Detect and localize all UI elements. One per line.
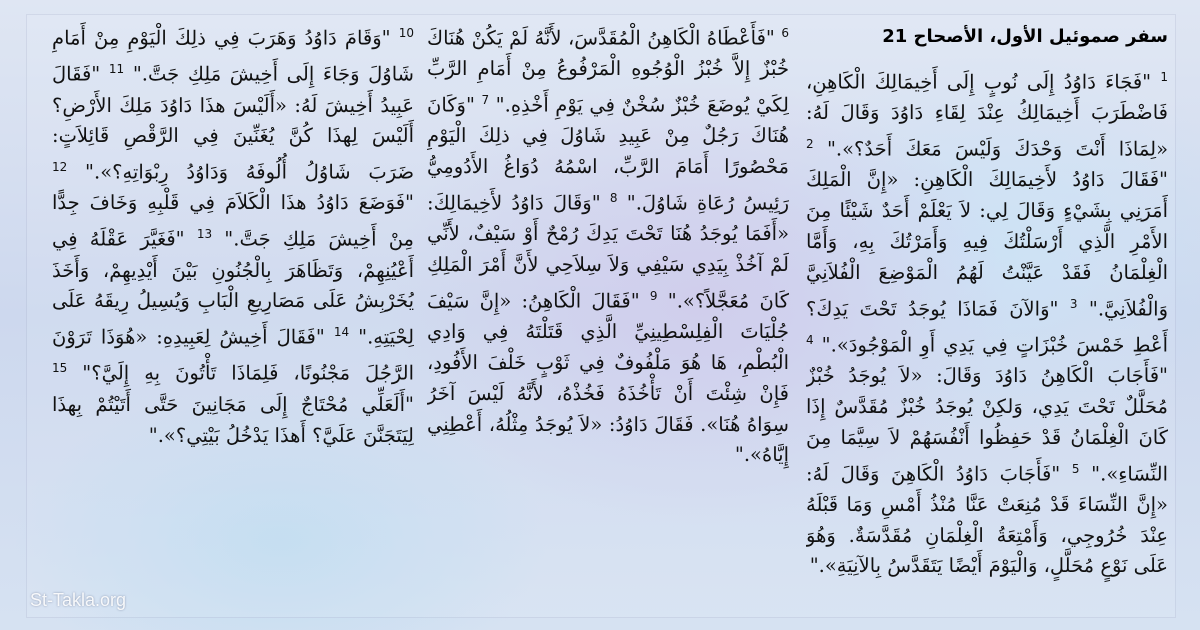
verse-number: 8 <box>609 190 618 205</box>
verse-number: 13 <box>196 227 213 242</box>
verse-text: "فَجَاءَ دَاوُدُ إِلَى نُوبٍ إِلَى أَخِيمَالِكَ الْكَاهِنِ، فَاضْطَرَبَ أَخِيمَالِكُ عِنْدَ لِقَاءِ دَاوُدَ وَقَالَ لَهُ: «لِمَاذَا أَنْتَ وَحْدَكَ وَلَيْسَ مَعَكَ أَحَدٌ؟»." <box>806 70 1168 161</box>
verse-text: "وَقَامَ دَاوُدُ وَهَرَبَ فِي ذلِكَ الْيَوْمِ مِنْ أَمَامِ شَاوُلَ وَجَاءَ إِلَى أَخِيشَ مَلِكِ جَتَّ." <box>52 26 414 86</box>
verse-number: 4 <box>806 332 814 347</box>
verse-text: "فَأَجَابَ دَاوُدُ الْكَاهِنَ وَقَالَ لَهُ: «إِنَّ النِّسَاءَ قَدْ مُنِعَتْ عَنَّا مُنْذُ أَمْسِ وَمَا قَبْلَهُ عِنْدَ خُرُوجِي، وَأَمْتِعَةُ الْغِلْمَانِ مُقَدَّسَةٌ. وَهُوَ عَلَى نَوْعٍ مُحَلَّلٍ، وَالْيَوْمَ أَيْضًا يَتَقَدَّسُ بِالآنِيَةِ»." <box>806 462 1168 578</box>
column-right <box>806 18 1168 603</box>
verse-number: 2 <box>806 137 814 152</box>
verse-text: "فَأَعْطَاهُ الْكَاهِنُ الْمُقَدَّسَ، لأَنَّهُ لَمْ يَكُنْ هُنَاكَ خُبْزٌ إِلاَّ خُبْزُ الْوُجُوهِ الْمَرْفُوعُ مِنْ أَمَامِ الرَّبِّ لِكَيْ يُوضَعَ خُبْزٌ سُخْنٌ فِي يَوْمِ أَخْذِهِ." <box>427 26 789 117</box>
verse-number: 5 <box>1071 461 1080 476</box>
verse-text: "أَلَعَلِّي مُحْتَاجٌ إِلَى مَجَانِينَ حَتَّى أَتَيْتُمْ بِهذَا لِيَتَجَنَّنَ عَلَيَّ؟ أَهذَا يَدْخُلُ بَيْتِي؟»." <box>52 392 414 447</box>
verse-number: 6 <box>781 26 789 40</box>
verse-text: "فَأَجَابَ الْكَاهِنُ دَاوُدَ وَقَالَ: «لاَ يُوجَدُ خُبْزٌ مُحَلَّلٌ تَحْتَ يَدِي، وَلكِنْ يُوجَدُ خُبْزٌ مُقَدَّسٌ إِذَا كَانَ الْغِلْمَانُ قَدْ حَفِظُوا أَنْفُسَهُمْ لاَ سِيَّمَا مِنَ النِّسَاءِ»." <box>806 364 1168 486</box>
verse-text: "فَقَالَ عَبِيدُ أَخِيشَ لَهُ: «أَلَيْسَ هذَا دَاوُدَ مَلِكَ الأَرْضِ؟ أَلَيْسَ لِهذَا كُنَّ يُغَنِّينَ فِي الرَّقْصِ قَائِلاَتٍ: ضَرَبَ شَاوُلُ أُلُوفَهُ وَدَاوُدُ رِبْوَاتِهِ؟»." <box>52 62 414 184</box>
column-middle <box>427 18 789 603</box>
column-left <box>52 18 414 603</box>
verse-text: "فَوَضَعَ دَاوُدُ هذَا الْكَلاَمَ فِي قَلْبِهِ وَخَافَ جِدًّا مِنْ أَخِيشَ مَلِكِ جَتَّ." <box>52 191 414 251</box>
verse-number: 14 <box>333 325 350 340</box>
verse-number: 7 <box>481 93 490 108</box>
verse-text: "وَالآنَ فَمَاذَا يُوجَدُ تَحْتَ يَدِكَ؟ أَعْطِ خَمْسَ خُبْزَاتٍ فِي يَدِي أَوِ الْمَوْجُودَ»." <box>806 297 1168 357</box>
verse-text: "فَقَالَ الْكَاهِنُ: «إِنَّ سَيْفَ جُلْيَاتَ الْفِلِسْطِينِيِّ الَّذِي قَتَلْتَهُ فِي وَادِي الْبُطْمِ، هَا هُوَ مَلْفُوفٌ فِي ثَوْبٍ خَلْفَ الأَفُودِ، فَإِنْ شِئْتَ أَنْ تَأْخُذَهُ فَخُذْهُ، لأَنَّهُ لَيْسَ آخَرُ سِوَاهُ هُنَا». فَقَالَ دَاوُدُ: «لاَ يُوجَدُ مِثْلُهُ، أَعْطِنِي إِيَّاهُ»." <box>427 289 789 467</box>
verse-number: 1 <box>1160 70 1168 84</box>
verse-number: 9 <box>649 288 658 303</box>
verse-number: 10 <box>398 26 414 40</box>
verse-number: 11 <box>108 62 125 77</box>
verse-number: 15 <box>52 361 68 376</box>
page-title: سفر صموئيل الأول، الأصحاح 21 <box>882 26 1168 47</box>
verse-number: 3 <box>1069 296 1078 311</box>
verse-text: "وَكَانَ هُنَاكَ رَجُلٌ مِنْ عَبِيدِ شَاوُلَ فِي ذلِكَ الْيَوْمِ مَحْصُورًا أَمَامَ الرَّبِّ، اسْمُهُ دُوَاغُ الأَدُومِيُّ رَئِيسُ رُعَاةِ شَاوُلَ." <box>427 93 789 215</box>
verse-text: "فَقَالَ دَاوُدُ لأَخِيمَالِكَ الْكَاهِنِ: «إِنَّ الْمَلِكَ أَمَرَنِي بِشَيْءٍ وَقَالَ لِي: لاَ يَعْلَمْ أَحَدٌ شَيْئًا مِنَ الأَمْرِ الَّذِي أَرْسَلْتُكَ فِيهِ وَأَمَرْتُكَ بِهِ، وَأَمَّا الْغِلْمَانُ فَقَدْ عَيَّنْتُ لَهُمُ الْمَوْضِعَ الْفُلاَنِيَّ وَالْفُلاَنِيَّ." <box>806 168 1168 321</box>
site-watermark: St-Takla.org <box>30 590 127 610</box>
verse-number: 12 <box>52 160 68 175</box>
verse-text: "فَقَالَ أَخِيشُ لِعَبِيدِهِ: «هُوَذَا تَرَوْنَ الرَّجُلَ مَجْنُونًا، فَلِمَاذَا تَأْتُونَ بِهِ إِلَيَّ؟" <box>52 325 414 385</box>
verse-text: "فَغَيَّرَ عَقْلَهُ فِي أَعْيُنِهِمْ، وَتَظَاهَرَ بِالْجُنُونِ بَيْنَ أَيْدِيهِمْ، وَأَخَذَ يُخَرْبِشُ عَلَى مَصَارِيعِ الْبَابِ وَيُسِيلُ رِيقَهُ عَلَى لِحْيَتِهِ." <box>52 227 414 349</box>
verse-text: "وَقَالَ دَاوُدُ لأَخِيمَالِكَ: «أَفَمَا يُوجَدُ هُنَا تَحْتَ يَدِكَ رُمْحٌ أَوْ سَيْفٌ، لأَنِّي لَمْ آخُذْ بِيَدِي سَيْفِي وَلاَ سِلاَحِي لأَنَّ أَمْرَ الْمَلِكِ كَانَ مُعَجَّلاً؟»." <box>427 191 789 313</box>
